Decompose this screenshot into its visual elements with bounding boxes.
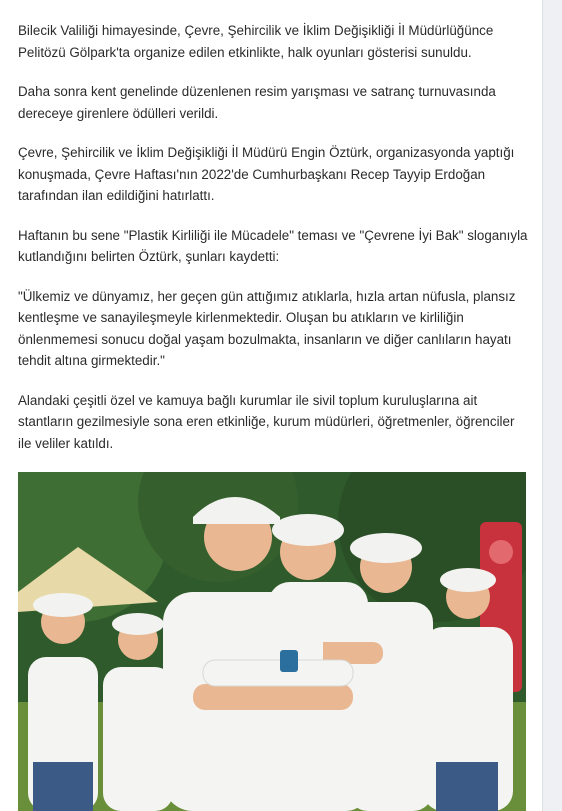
paragraph-6: Alandaki çeşitli özel ve kamuya bağlı kurumlar ile sivil toplum kuruluşlarına ait stantların gezilmesiyle sona eren etkinliğe, kurum müdürleri, öğretmenler, öğrenciler ile veliler katıldı. bbox=[18, 392, 515, 451]
children-event-illustration bbox=[18, 472, 526, 811]
paragraph-2: Daha sonra kent genelinde düzenlenen resim yarışması ve satranç turnuvasında dereceye girenlere ödülleri verildi. bbox=[18, 84, 496, 121]
paragraph-1: Bilecik Valiliği himayesinde, Çevre, Şehircilik ve İklim Değişikliği İl Müdürlüğünce Pelitözü Gölpark'ta organize edilen etkinlikte, halk oyunları gösterisi sunuldu. bbox=[18, 23, 494, 60]
right-gutter bbox=[543, 0, 562, 811]
paragraph-3: Çevre, Şehircilik ve İklim Değişikliği İl Müdürü Engin Öztürk, organizasyonda yaptığı konuşmada, Çevre Haftası'nın 2022'de Cumhurbaşkanı Recep Tayyip Erdoğan tarafından ilan edildiğini hatırlattı. bbox=[18, 145, 515, 203]
paragraph-quote: "Ülkemiz ve dünyamız, her geçen gün attığımız atıklarla, hızla artan nüfusla, plansız kentleşme ve sanayileşmeyle kirlenmektedir. Oluşan bu atıkların ve kirliliğin önlenmemesi sonucu doğal yaşam bozulmakta, insanların ve diğer canlıların hayatı tehdit altına girmektedir." bbox=[18, 288, 516, 368]
banner-logo bbox=[489, 540, 513, 564]
article-photo bbox=[18, 472, 526, 811]
paragraph-4: Haftanın bu sene "Plastik Kirliliği ile Mücadele" teması ve "Çevrene İyi Bak" sloganıyla kutlandığını belirten Öztürk, şunları kaydetti: bbox=[18, 227, 528, 264]
article-body bbox=[18, 20, 528, 472]
